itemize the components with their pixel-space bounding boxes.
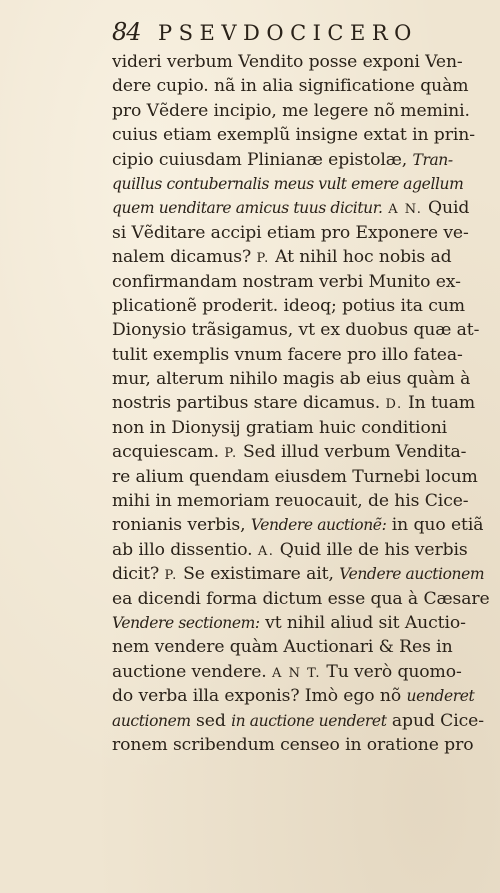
- text-line: [112, 391, 492, 415]
- text-line: [112, 465, 492, 489]
- text-span: nostris partibus stare dicamus.: [112, 393, 386, 414]
- speaker-marker: A N.: [382, 202, 429, 218]
- text-line: [112, 562, 492, 586]
- text-line: [112, 538, 492, 562]
- speaker-marker: D.: [385, 397, 403, 413]
- text-line: [112, 367, 492, 391]
- text-line: [112, 733, 492, 757]
- italic-quotation: Tran-: [412, 150, 453, 169]
- text-span: At nihil hoc nobis ad: [269, 247, 452, 268]
- text-span: in quo etiã: [386, 515, 484, 536]
- text-line: [112, 74, 492, 98]
- text-line: [112, 709, 492, 733]
- text-span: dicit?: [112, 564, 165, 585]
- speaker-marker: A N T.: [272, 665, 321, 681]
- text-line: [112, 684, 492, 708]
- page-header: [112, 18, 472, 48]
- text-line: [112, 318, 492, 342]
- text-line: [112, 172, 492, 196]
- text-span: Quid ille de his verbis: [274, 539, 468, 560]
- italic-quotation: auctionem: [112, 711, 191, 730]
- italic-quotation: quem uenditare amicus tuus dicitur.: [112, 199, 383, 218]
- text-span: si Vẽditare accipi etiam pro Exponere ve-: [112, 222, 469, 243]
- text-line: [112, 245, 492, 269]
- text-span: nem vendere quàm Auctionari & Res in: [112, 637, 453, 658]
- text-span: confirmandam nostram verbi Munito ex-: [112, 271, 461, 292]
- text-line: [112, 660, 492, 684]
- text-span: do verba illa exponis? Imò ego nõ: [112, 686, 407, 707]
- text-line: [112, 513, 492, 537]
- italic-quotation: quillus contubernalis meus vult emere agellum: [112, 174, 464, 193]
- text-span: auctione vendere.: [112, 661, 273, 682]
- text-line: [112, 50, 492, 74]
- text-span: plicationẽ proderit. ideoq; potius ita cum: [112, 295, 465, 316]
- text-span: Quid: [428, 198, 470, 219]
- text-line: [112, 635, 492, 659]
- text-span: mihi in memoriam reuocauit, de his Cice-: [112, 491, 469, 512]
- speaker-marker: P.: [164, 568, 178, 584]
- text-span: re alium quendam eiusdem Turnebi locum: [112, 466, 478, 487]
- text-span: nalem dicamus?: [112, 247, 257, 268]
- page-number: 84: [112, 18, 141, 46]
- text-span: tulit exemplis vnum facere pro illo fatea-: [112, 344, 463, 365]
- text-line: [112, 440, 492, 464]
- text-line: [112, 587, 492, 611]
- text-span: Tu verò quomo-: [320, 661, 462, 682]
- text-span: ab illo dissentio.: [112, 539, 258, 560]
- text-span: cuius etiam exemplũ insigne extat in prin-: [112, 125, 475, 146]
- text-span: ronianis verbis,: [112, 515, 251, 536]
- text-span: In tuam: [402, 393, 476, 414]
- italic-quotation: Vendere sectionem:: [112, 613, 260, 632]
- text-span: non in Dionysij gratiam huic conditioni: [112, 417, 448, 438]
- text-line: [112, 343, 492, 367]
- italic-quotation: uenderet: [406, 687, 475, 706]
- italic-quotation: in auctione uenderet: [231, 711, 387, 730]
- speaker-marker: P.: [224, 446, 238, 462]
- text-span: Se existimare ait,: [177, 564, 340, 585]
- italic-quotation: Vendere auctionẽ:: [250, 516, 387, 535]
- text-span: Dionysio trãsigamus, vt ex duobus quæ at-: [112, 320, 480, 341]
- text-span: ea dicendi forma dictum esse qua à Cæsare: [112, 588, 490, 609]
- speaker-marker: A.: [257, 543, 275, 559]
- text-line: [112, 148, 492, 172]
- text-span: vt nihil aliud sit Auctio-: [259, 612, 466, 633]
- speaker-marker: P.: [256, 251, 270, 267]
- text-line: [112, 489, 492, 513]
- text-line: [112, 294, 492, 318]
- text-line: [112, 416, 492, 440]
- text-line: [112, 99, 492, 123]
- italic-quotation: Vendere auctionem: [339, 565, 485, 584]
- text-span: dere cupio. nã in alia significatione quàm: [112, 76, 469, 97]
- text-span: acquiescam.: [112, 442, 225, 463]
- text-span: Sed illud verbum Vendita-: [237, 442, 467, 463]
- text-span: ronem scribendum censeo in oratione pro: [112, 734, 474, 755]
- text-line: [112, 196, 492, 220]
- text-span: videri verbum Vendito posse exponi Ven-: [112, 52, 463, 72]
- text-span: cipio cuiusdam Plinianæ epistolæ,: [112, 149, 413, 170]
- text-line: [112, 221, 492, 245]
- text-line: [112, 123, 492, 147]
- running-head: PSEVDOCICERO: [158, 21, 418, 45]
- text-span: apud Cice-: [386, 710, 484, 731]
- text-line: [112, 611, 492, 635]
- text-span: sed: [190, 710, 232, 731]
- text-line: [112, 270, 492, 294]
- text-span: pro Vẽdere incipio, me legere nõ memini.: [112, 100, 470, 121]
- body-text: [112, 50, 492, 757]
- text-span: mur, alterum nihilo magis ab eius quàm à: [112, 369, 471, 390]
